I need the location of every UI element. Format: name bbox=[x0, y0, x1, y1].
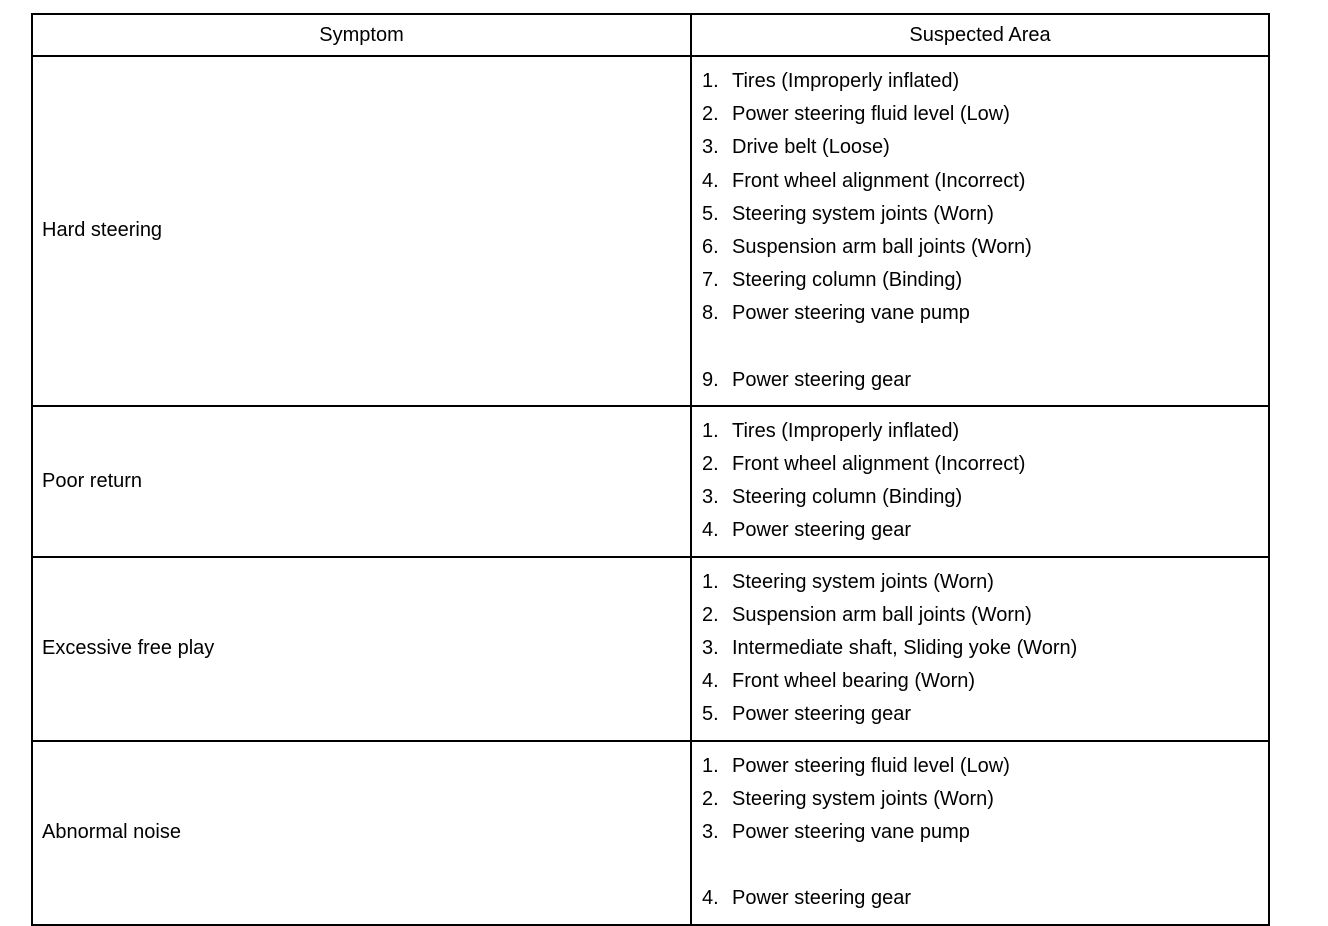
item-number: 4. bbox=[702, 169, 719, 192]
suspected-area-cell bbox=[691, 557, 1269, 741]
item-text: Steering column (Binding) bbox=[732, 269, 963, 292]
suspected-area-cell bbox=[691, 406, 1269, 557]
item-text: Power steering gear bbox=[732, 703, 911, 726]
item-number: 1. bbox=[702, 419, 719, 442]
item-text: Steering system joints (Worn) bbox=[732, 787, 994, 810]
item-text: Power steering vane pump bbox=[732, 302, 970, 325]
list-item bbox=[702, 132, 1268, 165]
list-item bbox=[702, 751, 1268, 784]
item-number: 7. bbox=[702, 269, 719, 292]
symptom-table bbox=[31, 13, 1270, 926]
item-text: Front wheel alignment (Incorrect) bbox=[732, 169, 1026, 192]
item-number: 3. bbox=[702, 637, 719, 659]
table-row bbox=[32, 406, 1269, 557]
table-row bbox=[32, 741, 1269, 925]
item-number: 3. bbox=[702, 820, 719, 843]
item-text: Power steering vane pump bbox=[732, 820, 970, 843]
symptom-cell: Hard steering bbox=[32, 56, 691, 406]
list-item bbox=[702, 482, 1268, 515]
item-number: 2. bbox=[702, 103, 719, 126]
item-text: Suspension arm ball joints (Worn) bbox=[732, 235, 1032, 258]
item-text: Power steering fluid level (Low) bbox=[732, 103, 1010, 126]
list-item bbox=[702, 784, 1268, 817]
list-item bbox=[702, 232, 1268, 265]
item-number: 5. bbox=[702, 202, 719, 225]
item-number: 3. bbox=[702, 486, 719, 509]
item-number: 3. bbox=[702, 136, 719, 159]
item-number: 1. bbox=[702, 570, 719, 593]
item-text: Steering column (Binding) bbox=[732, 486, 963, 509]
item-text: Power steering gear bbox=[732, 887, 911, 910]
list-item bbox=[702, 66, 1268, 99]
list-item bbox=[702, 600, 1268, 633]
list-item bbox=[702, 365, 1268, 398]
item-text: Front wheel alignment (Incorrect) bbox=[732, 453, 1026, 476]
list-item bbox=[702, 416, 1268, 449]
item-number: 1. bbox=[702, 70, 719, 92]
header-row bbox=[32, 14, 1269, 56]
item-number: 2. bbox=[702, 603, 719, 626]
list-item bbox=[702, 199, 1268, 232]
item-text: Power steering fluid level (Low) bbox=[732, 754, 1010, 777]
item-text: Tires (Improperly inflated) bbox=[732, 419, 960, 442]
table-row bbox=[32, 56, 1269, 406]
item-text: Steering system joints (Worn) bbox=[732, 570, 994, 593]
list-item bbox=[702, 265, 1268, 298]
item-text: Power steering gear bbox=[732, 519, 911, 542]
item-number: 8. bbox=[702, 302, 719, 325]
suspected-area-cell bbox=[691, 741, 1269, 925]
suspected-area-cell bbox=[691, 56, 1269, 406]
item-text: Suspension arm ball joints (Worn) bbox=[732, 603, 1032, 626]
list-item bbox=[702, 567, 1268, 600]
list-item bbox=[702, 666, 1268, 699]
list-item bbox=[702, 699, 1268, 732]
list-item bbox=[702, 166, 1268, 199]
list-item bbox=[702, 298, 1268, 331]
symptom-header: Symptom bbox=[32, 14, 691, 56]
list-item bbox=[702, 99, 1268, 132]
item-text: Steering system joints (Worn) bbox=[732, 202, 994, 225]
item-text: Power steering gear bbox=[732, 368, 911, 391]
suspected-area-header: Suspected Area bbox=[691, 14, 1269, 56]
item-number: 1. bbox=[702, 754, 719, 777]
symptom-cell: Poor return bbox=[32, 406, 691, 557]
item-number: 4. bbox=[702, 887, 719, 910]
item-number: 6. bbox=[702, 235, 719, 258]
list-item bbox=[702, 633, 1268, 666]
item-text: Drive belt (Loose) bbox=[732, 136, 890, 159]
list-item bbox=[702, 817, 1268, 850]
list-item bbox=[702, 883, 1268, 916]
item-text: Front wheel bearing (Worn) bbox=[732, 670, 976, 693]
item-number: 5. bbox=[702, 703, 719, 726]
symptom-cell: Excessive free play bbox=[32, 557, 691, 741]
item-number: 9. bbox=[702, 368, 719, 391]
item-number: 4. bbox=[702, 519, 719, 542]
list-item bbox=[702, 515, 1268, 548]
item-text: Intermediate shaft, Sliding yoke (Worn) bbox=[732, 637, 1078, 659]
table-row bbox=[32, 557, 1269, 741]
item-number: 2. bbox=[702, 453, 719, 476]
item-number: 2. bbox=[702, 787, 719, 810]
item-text: Tires (Improperly inflated) bbox=[732, 70, 960, 92]
symptom-cell: Abnormal noise bbox=[32, 741, 691, 925]
list-item bbox=[702, 449, 1268, 482]
item-number: 4. bbox=[702, 670, 719, 693]
